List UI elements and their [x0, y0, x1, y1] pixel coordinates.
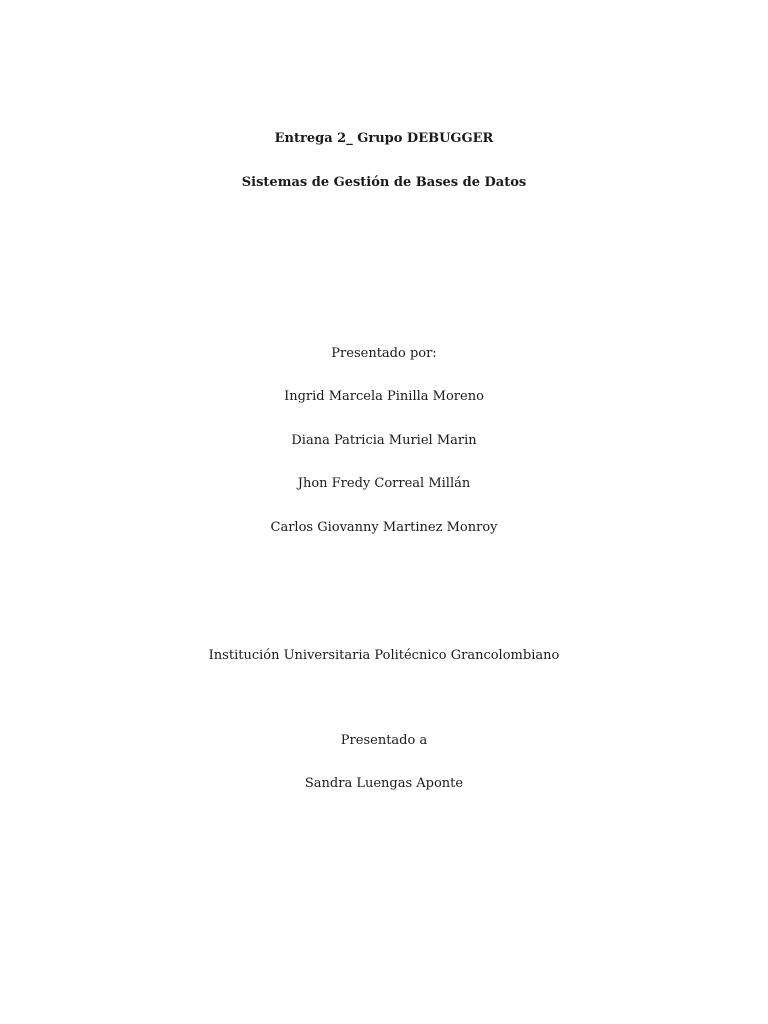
recipient-name: Sandra Luengas Aponte [304, 776, 464, 791]
presented-to-label: Presentado a [340, 733, 428, 748]
author-name: Carlos Giovanny Martinez Monroy [270, 520, 498, 535]
document-title: Entrega 2_ Grupo DEBUGGER [274, 131, 494, 146]
author-name: Jhon Fredy Correal Millán [297, 476, 471, 491]
document-subtitle: Sistemas de Gestión de Bases de Datos [241, 175, 527, 190]
institution-name: Institución Universitaria Politécnico Grancolombiano [208, 648, 560, 663]
author-name: Ingrid Marcela Pinilla Moreno [284, 389, 484, 404]
presented-by-label: Presentado por: [331, 346, 437, 361]
author-name: Diana Patricia Muriel Marin [291, 433, 477, 448]
